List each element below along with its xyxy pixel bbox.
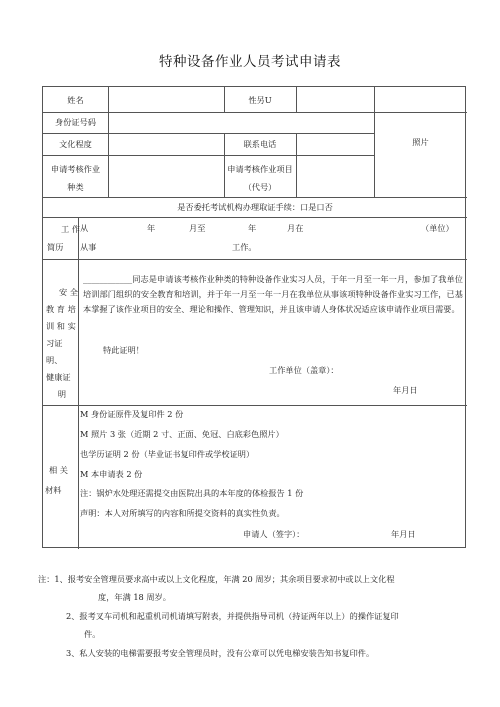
- materials-label-2: 材料: [45, 485, 62, 495]
- apply-type-field[interactable]: [111, 167, 221, 189]
- certificate-text: ____________同志是申请该考核作业种类的特种设备作业实习人员，于年一月至一年一月，参加了我单位培训部门组织的安全教育和培训，并于年一月至一年一月在我单位从事该项特种设备作业实习工作，已基本掌握了该作业项目的安全、理论和操作、管理知识，并且该申请人身体状况适应该申请作业项目需要。: [83, 274, 463, 314]
- material-note: 注：锅炉水处理还需提交由医院出具的本年度的体检报告 1 份: [80, 488, 304, 498]
- name-label: 姓名: [67, 95, 84, 105]
- work-month-to: 月至: [189, 223, 206, 233]
- material-declaration: 声明：本人对所填写的内容和所提交资料的真实性负责。: [80, 508, 285, 518]
- apply-item-field[interactable]: [299, 167, 371, 189]
- note-3: 3、私人安装的电梯需要报考安全管理员时，没有公章可以凭电梯安装告知书复印件。: [66, 648, 375, 658]
- id-number-label: 身份证号码: [55, 117, 96, 127]
- photo-placeholder: 照片: [412, 137, 429, 147]
- work-history-label-2: 简历: [47, 242, 64, 252]
- work-unit: （单位）: [421, 223, 454, 233]
- entrust-question: 是否委托考试机构办理取证手续：口是口否: [177, 202, 333, 212]
- safety-label-line: 安 全: [59, 287, 78, 297]
- note-2: 2、报考叉车司机和起重机司机请填写附表，并提供指导司机（持证两年以上）的操作证复印: [66, 611, 399, 621]
- safety-label-line: 训 和 实: [46, 321, 76, 331]
- hereby-certify: 特此证明！: [103, 345, 144, 355]
- work-history-label: 工 作: [61, 224, 80, 234]
- material-item: M 本申请表 2 份: [80, 469, 143, 479]
- work-year-1: 年: [147, 223, 156, 233]
- note-2-cont: 件。: [84, 629, 101, 639]
- id-number-field[interactable]: [111, 117, 371, 128]
- material-item: M 身份证原件及复印件 2 份: [80, 409, 184, 419]
- apply-item-label-2: （代号）: [243, 182, 277, 192]
- form-title: 特种设备作业人员考试申请表: [159, 54, 341, 70]
- work-month-at: 月在: [287, 223, 304, 233]
- apply-type-label-2: 种类: [67, 182, 84, 192]
- application-form-table: [42, 86, 466, 548]
- gender-field[interactable]: [299, 95, 371, 106]
- safety-label-line: 习证明、: [46, 338, 63, 365]
- safety-education-label: [46, 284, 78, 403]
- note-1-cont: 度，年满 18 周岁。: [98, 592, 171, 602]
- material-item: 也学历证明 2 份（毕业证书复印件或学校证明）: [80, 449, 255, 459]
- applicant-sign-date: 年月日: [391, 529, 416, 539]
- unit-seal-label: 工作单位（盖章）：: [269, 365, 339, 375]
- certificate-date: 年月日: [393, 385, 418, 395]
- materials-label: 相 关: [49, 465, 68, 475]
- contact-field[interactable]: [299, 139, 371, 150]
- safety-label-line: 健康证: [46, 372, 71, 382]
- apply-item-label: 申请考核作业项目: [227, 164, 293, 174]
- work-from: 从: [80, 223, 89, 233]
- note-1: 注：1、报考安全管理员要求高中或以上文化程度，年满 20 周岁；其余项目要求初中或以上文化程: [38, 574, 395, 584]
- work-year-2: 年: [248, 223, 257, 233]
- work-engaged: 从事: [80, 242, 97, 252]
- contact-label: 联系电话: [243, 139, 277, 149]
- material-item: M 照片 3 张（近期 2 寸、正面、免冠、白底彩色照片）: [80, 429, 284, 439]
- applicant-sign-label: 申请人（签字）：: [243, 529, 305, 539]
- safety-label-line: 明: [57, 389, 67, 399]
- education-field[interactable]: [111, 139, 221, 150]
- gender-label: 性另U: [248, 95, 272, 105]
- education-label: 文化程度: [59, 139, 92, 149]
- work-suffix: 工作。: [232, 242, 257, 252]
- apply-type-label: 申请考核作业: [50, 164, 101, 174]
- name-field[interactable]: [111, 95, 221, 106]
- safety-label-line: 教 育 培: [46, 304, 76, 314]
